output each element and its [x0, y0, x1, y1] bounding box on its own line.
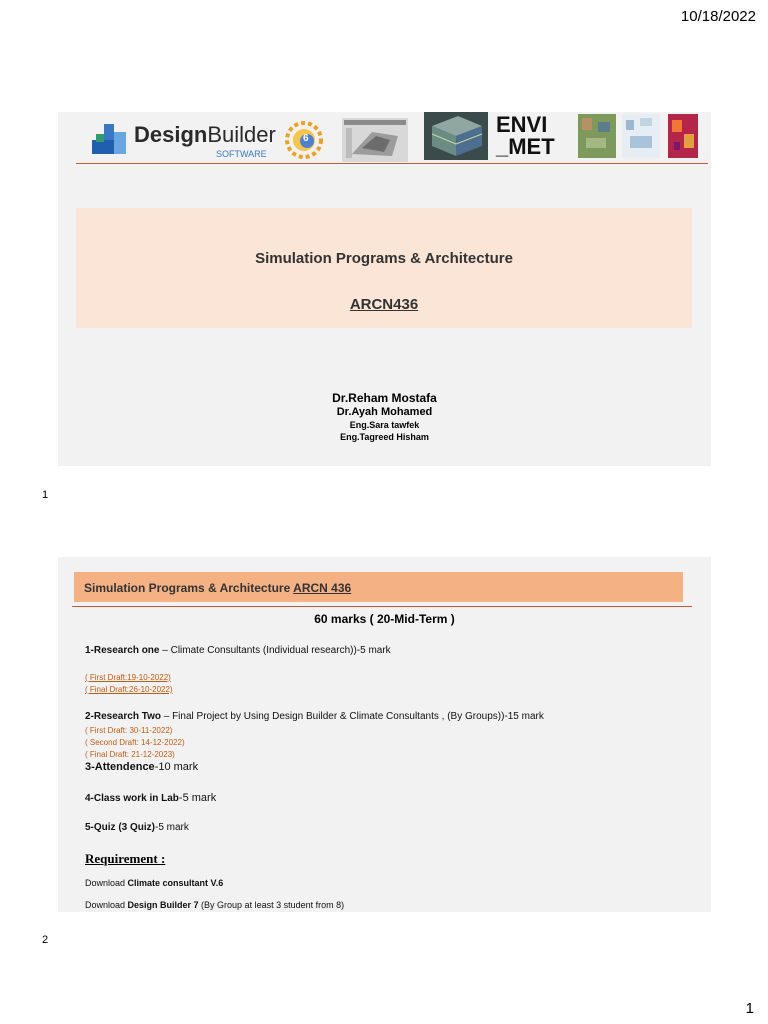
slide-2-header: [74, 572, 683, 602]
research-two-text: – Final Project by Using Design Builder & Climate Consultants , (By Groups))-15 mark: [160, 711, 544, 722]
slide-1-number: 1: [42, 489, 49, 501]
quiz-label: 5-Quiz (3 Quiz): [85, 822, 155, 833]
simulation-map-heat-image: [668, 114, 698, 158]
slide-2-number: 2: [42, 934, 49, 946]
research-one-text: – Climate Consultants (Individual research))-5 mark: [159, 645, 391, 656]
designbuilder-logo: [92, 118, 276, 160]
print-date: 10/18/2022: [680, 8, 756, 25]
software-screenshot-image: [342, 118, 408, 162]
download2-prefix: Download: [85, 900, 128, 910]
envi-met-line1: ENVI: [496, 112, 548, 137]
designbuilder-builder-text: Builder: [207, 122, 276, 147]
download2-suffix: (By Group at least 3 student from 8): [198, 900, 345, 910]
marks-title: 60 marks ( 20-Mid-Term ): [314, 612, 455, 626]
author-2: Dr.Ayah Mohamed: [336, 406, 433, 418]
designbuilder-software-text: SOFTWARE: [216, 149, 267, 159]
title-box: [76, 208, 692, 328]
research-two-first-draft: ( First Draft: 30-11-2022): [85, 726, 173, 735]
slide-2-divider: [72, 606, 692, 607]
research-one-label: 1-Research one: [85, 645, 160, 656]
logo-strip: [74, 112, 706, 162]
course-code: ARCN436: [349, 296, 419, 313]
climate-consultant-logo: [284, 120, 324, 160]
quiz-text: -5 mark: [155, 822, 189, 833]
author-3: Eng.Sara tawfek: [349, 420, 420, 430]
header-divider: [76, 163, 708, 164]
research-two-second-draft: ( Second Draft: 14-12-2022): [85, 738, 185, 747]
author-4: Eng.Tagreed Hisham: [340, 432, 429, 442]
research-one-final-draft: ( Final Draft:26-10-2022): [85, 685, 173, 694]
envi-met-line2: _MET: [496, 134, 555, 159]
research-two-item: [85, 711, 544, 722]
simulation-map-blue-image: [622, 114, 660, 158]
classwork-text: -5 mark: [178, 792, 217, 804]
building-model-image: [424, 112, 488, 160]
designbuilder-design-text: Design: [134, 122, 208, 147]
slide-title: Simulation Programs & Architecture: [255, 250, 513, 267]
classwork-item: [85, 792, 216, 804]
research-two-final-draft: ( Final Draft: 21-12-2023): [85, 750, 175, 759]
classwork-label: 4-Class work in Lab: [85, 793, 179, 804]
designbuilder-cubes-icon: [92, 122, 130, 158]
research-one-first-draft: ( First Draft:19-10-2022): [85, 673, 171, 682]
attendance-label: 3-Attendence: [85, 761, 155, 773]
requirement-title: Requirement :: [85, 851, 166, 866]
attendance-item: [85, 761, 198, 773]
envi-met-logo: [496, 114, 576, 162]
quiz-item: [85, 822, 189, 833]
research-one-item: [85, 645, 391, 656]
download1-software: Climate consultant V.6: [127, 878, 224, 888]
designbuilder-wordmark: [134, 122, 276, 148]
cc-version-text: 6: [303, 133, 309, 144]
author-1: Dr.Reham Mostafa: [332, 391, 437, 405]
header-title: Simulation Programs & Architecture: [84, 581, 291, 595]
download-design-builder: [85, 900, 344, 910]
download2-software: Design Builder 7: [127, 900, 199, 910]
header-code: ARCN 436: [293, 581, 352, 595]
download1-prefix: Download: [85, 878, 128, 888]
page-number: 1: [745, 1000, 754, 1017]
download-climate-consultant: [85, 878, 223, 888]
research-two-label: 2-Research Two: [85, 711, 161, 722]
attendance-text: -10 mark: [154, 761, 199, 773]
simulation-map-green-image: [578, 114, 616, 158]
